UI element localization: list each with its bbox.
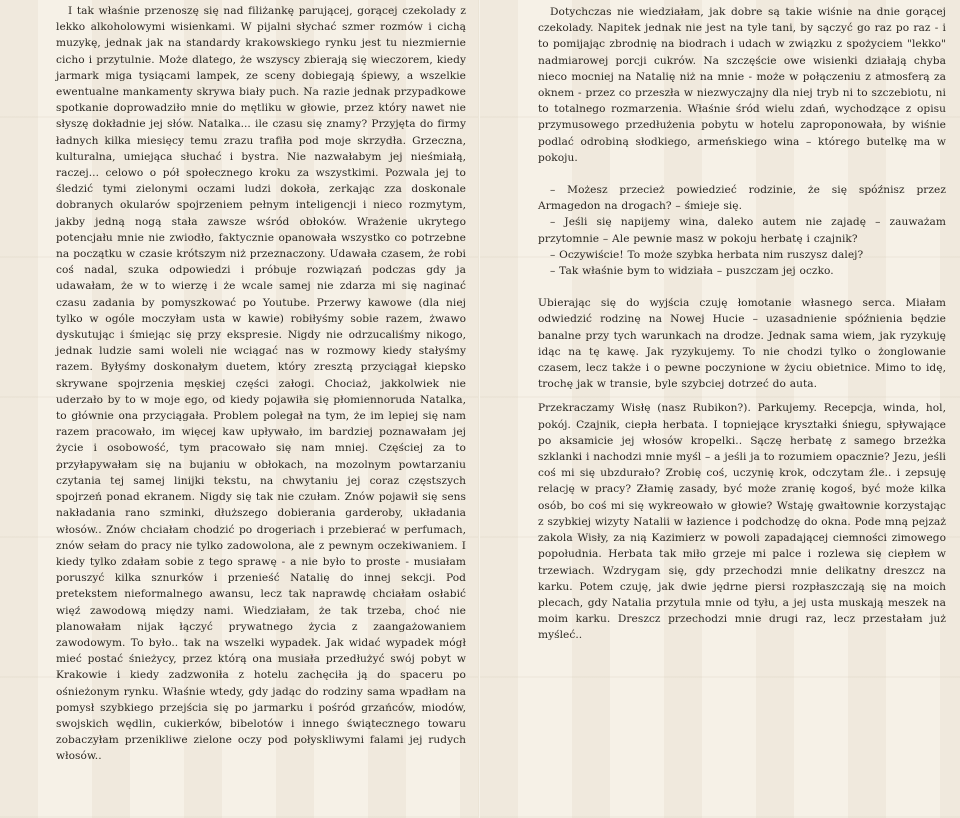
right-paragraph-2: Ubierając się do wyjścia czuję łomotanie własnego serca. Miałam odwiedzić rodzinę na Nowej Hucie – uzasadnienie spóźnienia będzie banalne przy tych warunkach na drodze. Jednak sama wiem, jak ryzykuję idąc na tę kawę. Jak ryzykujemy. To nie chodzi tylko o żonglowanie czasem, lecz także i o pewne poczynione w życiu obietnice. Mimo to idę, trochę jak w transie, byle szybciej dotrzeć do auta. xyxy=(538,297,946,391)
dialogue-block xyxy=(538,182,946,279)
dialogue-line-2: – Jeśli się napijemy wina, daleko autem nie zajadę – zauważam przytomnie – Ale pewnie masz w pokoju herbatę i czajnik? xyxy=(538,216,946,245)
right-page xyxy=(480,0,960,818)
dialogue-line-1: – Możesz przecież powiedzieć rodzinie, że się spóźnisz przez Armagedon na drogach? – śmieje się. xyxy=(538,184,946,213)
dialogue-line-3: – Oczywiście! To może szybka herbata nim ruszysz dalej? xyxy=(550,248,864,261)
right-paragraph-1: Dotychczas nie wiedziałam, jak dobre są takie wiśnie na dnie gorącej czekolady. Napitek jednak nie jest na tyle tani, by sączyć go raz po raz - i to pomijając zbrodnię na biodrach i udach w związku z spożyciem "lekko" nadmiarowej porcji cukrów. Na szczęście owe wisienki działają chyba nieco mocniej na Natalię niż na mnie - może w połączeniu z atmosferą za oknem - przez co przeszła w niezwyczajny dla niej tryb ni to szczebiotu, ni to totalnego rozmarzenia. Właśnie śród wielu zdań, wychodzące z opisu przymusowego przedłużenia pobytu w hotelu zaproponowała, by wiśnie podlać odrobiną słodkiego, armeńskiego wina – którego butelkę ma w pokoju. xyxy=(538,6,946,164)
dialogue-line-4: – Tak właśnie bym to widziała – puszczam jej oczko. xyxy=(550,265,834,278)
left-paragraph-1: I tak właśnie przenoszę się nad filiżankę parującej, gorącej czekolady z lekko alkoholowymi wisienkami. W pijalni słychać szmer rozmów i cichą muzykę, jednak jak na standardy krakowskiego rynku jest tu niezmiernie cicho i przytulnie. Może dlatego, że wszyscy zbierają się wieczorem, kiedy jarmark miga tysiącami lampek, ze sceny dobiegają śpiewy, a wszelkie ewentualne mankamenty skrywa biały puch. Na razie jednak przypadkowe spotkanie doprowadziło mnie do mętliku w głowie, przez który nawet nie słyszę dokładnie jej słów. Natalka... ile czasu się znamy? Przyjęta do firmy ładnych kilka miesięcy temu zrazu trafiła pod moje skrzydła. Grzeczna, kulturalna, umiejąca słuchać i bystra. Nie nazwałabym jej nieśmiałą, raczej... celowo o pół społecznego kroku za wszystkimi. Pozwala jej to śledzić tymi zielonymi oczami ludzi dokoła, zerkając zza doskonale dobranych okularów spojrzeniem pełnym inteligencji i nieco rozmytym, jakby jedną nogą stała zawsze wśród obłoków. Wrażenie ukrytego potencjału mnie nie zwiodło, faktycznie opanowała wszystko co potrzebne na początku w czasie krótszym niż przeznaczony. Udawała czasem, że robi coś nadal, szuka odpowiedzi i próbuje rozwiązań podczas gdy ja udawałam, że w to wierzę i że wcale samej nie zdarza mi się naginać czasu zadania by pomyszkować po Youtube. Przerwy kawowe (dla niej tylko w ogóle moczyłam usta w kawie) robiłyśmy sobie razem, żwawo dyskutując i śmiejąc się przy ekspresie. Nigdy nie odrzucaliśmy nikogo, jednak ludzie sami woleli nie wciągać nas w rozmowy kiedy stałyśmy razem. Byłyśmy doskonałym duetem, który zresztą przyciągał kiepsko skrywane spojrzenia męskiej części załogi. Chociaż, jakkolwiek nie uderzało by to w moje ego, od kiedy pojawiła się płomiennoruda Natalka, to głównie ona przyciągała. Problem polegał na tym, że im lepiej się nam razem pracowało, im więcej kaw upływało, im bardziej poznawałam jej życie i osobowość, tym pracowało się nam mniej. Częściej za to przyłapywałam się na bujaniu w obłokach, na mozolnym powtarzaniu czytania tej samej linijki tekstu, na chwytaniu jej coraz częstszych spojrzeń ponad ekranem. Nigdy się tak nie czułam. Znów pojawił się sens nakładania rano szminki, dłuższego dobierania garderoby, układania włosów.. Znów chciałam chodzić po drogeriach i przebierać w perfumach, znów sełam do pracy nie tylko zadowolona, ale z pewnym oczekiwaniem. I kiedy tylko zdałam sobie z tego sprawę - a nie było to proste - musiałam poruszyć kilka sznurków i przenieść Natalię do innej sekcji. Pod pretekstem nieformalnego awansu, lecz tak naprawdę chciałam osłabić więź zawodową między nami. Wiedziałam, że tak trzeba, choć nie planowałam nijak łączyć prywatnego życia z zaangażowaniem zawodowym. To było.. tak na wszelki wypadek. Jak widać wypadek mógł mieć postać śnieżycy, przez którą ona musiała przedłużyć swój pobyt w Krakowie i kiedy zadzwoniła z hotelu zachęciła ją do spaceru po ośnieżonym rynku. Właśnie wtedy, gdy jadąc do rodziny sama wpadłam na pomysł szybkiego przejścia się po jarmarku i pośród grzańców, miodów, swojskich wędlin, cukierków, bibelotów i innego świątecznego towaru zobaczyłam przenikliwe zielone oczy pod połyskliwymi falami jej rudych włosów.. xyxy=(56,5,466,763)
right-paragraph-3: Przekraczamy Wisłę (nasz Rubikon?). Parkujemy. Recepcja, winda, hol, pokój. Czajnik, ciepła herbata. I topniejące kryształki śniegu, spływające po aksamicie jej włosów kropelki.. Sączę herbatę z samego brzeżka szklanki i nachodzi mnie myśl – a jeśli ja to rozumiem opacznie? Jezu, jeśli coś mi się ubzdurało? Zrobię coś, uczynię krok, odczytam źle.. i zepsuję relację w pracy? Złamię zasady, być może zranię kogoś, być może kilka osób, bo coś mi się wykreowało w głowie? Wstaję gwałtownie korzystając z szybkiej wizyty Natalii w łazience i podchodzę do okna. Pode mną pejzaż zakola Wisły, za nią Kazimierz w powoli zapadającej ciemności zimowego popołudnia. Herbata tak miło grzeje mi palce i rozlewa się ciepłem w trzewiach. Wzdrygam się, gdy przechodzi mnie delikatny dreszcz na karku. Potem czuję, jak dwie jędrne piersi rozpłaszczają się na moich plecach, gdy Natalia przytula mnie od tyłu, a jej usta muskają meszek na moim karku. Dreszcz przechodzi mnie drugi raz, lecz przestałam już myśleć.. xyxy=(538,402,946,642)
